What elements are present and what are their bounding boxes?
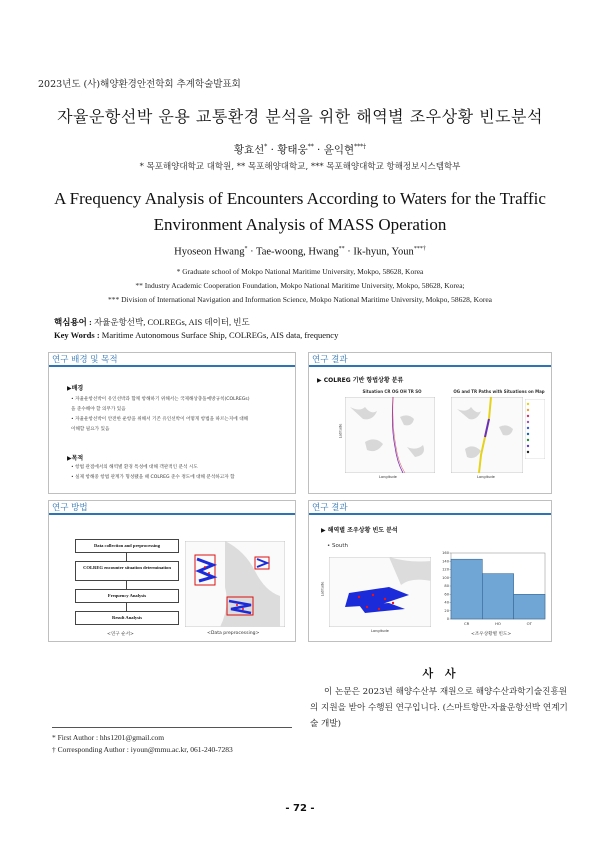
author-en-2: · Tae-woong, Hwang — [247, 246, 339, 258]
title-english: A Frequency Analysis of Encounters According to Waters for the Traffic Environment Analysis of MASS Operation — [54, 189, 546, 234]
need-list — [71, 395, 293, 435]
y-tick-label: 60 — [444, 592, 449, 597]
flow-step-4: Result Analysis — [75, 611, 179, 625]
author-en-3: · Ik-hyun, Youn — [344, 246, 414, 258]
caption-research-order: <연구 순서> — [107, 632, 134, 637]
author-en-1-mark: * — [244, 246, 248, 252]
keywords-en-text: Maritime Autonomous Surface Ship, COLREGs, AIS data, frequency — [99, 330, 339, 340]
footnote-divider — [52, 727, 292, 728]
goal-title: ▶목적 — [67, 455, 84, 462]
map-situation-right — [447, 389, 547, 483]
y-tick-label: 40 — [444, 600, 449, 605]
footnote-first-author: * First Author : hhs1201@gmail.com — [52, 733, 165, 742]
y-tick-label: 140 — [442, 559, 449, 564]
preprocessing-map — [185, 541, 285, 627]
panel-method — [48, 500, 296, 642]
map-right-title: OG and TR Paths with Situations on Map — [453, 389, 545, 394]
map-left-plot — [345, 397, 435, 473]
results2-region: • South — [327, 543, 348, 549]
flow-arrow — [126, 553, 127, 561]
south-map — [329, 557, 431, 627]
authors-english — [0, 246, 600, 258]
page-number: - 72 - — [285, 803, 315, 814]
author-3: · 윤익현 — [313, 144, 355, 156]
y-tick-label: 100 — [442, 575, 449, 580]
panel-results-1 — [308, 352, 552, 494]
need-item: 이해할 필요가 있음 — [71, 427, 110, 432]
bar-OT — [514, 594, 545, 619]
bar-HO — [482, 574, 513, 619]
keywords-english — [54, 330, 338, 340]
need-item: • 자율운항선박이 유인선박과 함께 항해하기 위해서는 국제해상충돌예방규칙(COLREGs) — [71, 397, 250, 402]
y-tick-label: 20 — [444, 608, 449, 613]
x-tick-label: OT — [526, 621, 532, 626]
y-tick-label: 80 — [444, 584, 449, 589]
frequency-bar-chart — [437, 549, 549, 629]
x-tick-label: CR — [464, 621, 470, 626]
need-item: • 자율운항선박이 안전한 운항을 위해서 기존 유인선박이 어떻게 항법을 따르는지에 대해 — [71, 417, 249, 422]
flow-step-2: COLREG encounter situation determination — [75, 561, 179, 581]
y-tick-label: 160 — [442, 551, 449, 556]
keywords-en-label: Key Words : — [54, 330, 100, 340]
flow-step-1: Data collection and preprocessing — [75, 539, 179, 553]
conference-header: 2023년도 (사)해양환경안전학회 추계학술발표회 — [38, 79, 241, 90]
need-title: ▶배경 — [67, 385, 84, 392]
affiliation-english-3: *** Division of International Navigation and Information Science, Mokpo National Maritime University, Mokpo, 58628, Korea — [107, 295, 493, 304]
panel-background — [48, 352, 296, 494]
south-map-xlabel: Longitude — [371, 629, 389, 633]
results1-subtitle: ▶ COLREG 기반 항법상황 분류 — [317, 377, 404, 384]
goal-item: • 항법 관점에서의 해역별 환경 특성에 대해 객관적인 분석 시도 — [71, 465, 198, 470]
y-tick-label: 120 — [442, 567, 449, 572]
map-left-xlabel: Longitude — [379, 475, 397, 479]
need-item: 을 준수해야 할 의무가 있음 — [71, 407, 126, 412]
map-left-title: Situation CR OG OH TR SO — [362, 389, 422, 394]
author-1-mark: * — [264, 143, 268, 151]
map-left-ylabel: Latitude — [338, 423, 343, 439]
keywords-ko-text: 자율운항선박, COLREGs, AIS 데이터, 빈도 — [91, 317, 250, 327]
map-right-plot — [451, 397, 523, 473]
keywords-ko-label: 핵심용어 : — [54, 317, 92, 327]
author-1: 황효선 — [233, 144, 265, 156]
caption-data-preprocessing: <Data preprocessing> — [207, 631, 260, 636]
y-tick-label: 0 — [446, 617, 449, 622]
panel-results-2 — [308, 500, 552, 642]
x-tick-label: HO — [495, 621, 501, 626]
flow-arrow — [126, 581, 127, 589]
goal-list — [71, 463, 293, 483]
legend-right — [525, 399, 545, 459]
affiliation-korean: * 목포해양대학교 대학원, ** 목포해양대학교, *** 목포해양대학교 항해정보시스템학부 — [139, 162, 461, 172]
flow-arrow — [126, 603, 127, 611]
goal-item: • 실제 항해중 항법 관계가 형성됐을 때 COLREG 준수 정도에 대해 분석하고자 함 — [71, 475, 235, 480]
author-3-mark: ***† — [354, 143, 367, 151]
author-en-3-mark: ***† — [413, 246, 426, 252]
panel-results-1-header: 연구 결과 — [309, 353, 551, 367]
panel-results-2-header: 연구 결과 — [309, 501, 551, 515]
title-korean: 자율운항선박 운용 교통환경 분석을 위한 해역별 조우상황 빈도분석 — [57, 107, 543, 126]
author-en-2-mark: ** — [338, 246, 345, 252]
caption-frequency: <조우상황별 빈도> — [471, 632, 512, 637]
footnote-corresponding-author: † Corresponding Author : iyoun@mmu.ac.kr, 061-240-7283 — [52, 745, 233, 754]
results2-subtitle: ▶ 해역별 조우상황 빈도 분석 — [321, 527, 398, 534]
affiliation-english-2: ** Industry Academic Cooperation Foundation, Mokpo National Maritime University, Mokpo, 58628, Korea; — [135, 281, 465, 290]
authors-korean — [0, 142, 600, 157]
panel-background-header: 연구 배경 및 목적 — [49, 353, 295, 367]
panel-method-header: 연구 방법 — [49, 501, 295, 515]
map-situation-left — [339, 389, 439, 483]
keywords-korean — [54, 316, 250, 328]
bar-CR — [451, 559, 482, 619]
author-2-mark: ** — [307, 143, 314, 151]
map-right-xlabel: Longitude — [477, 475, 495, 479]
south-map-ylabel: Latitude — [320, 581, 325, 597]
author-en-1: Hyoseon Hwang — [174, 246, 245, 258]
acknowledgement-title: 사 사 — [422, 667, 460, 680]
author-2: · 황태웅 — [267, 144, 308, 156]
affiliation-english-1: * Graduate school of Mokpo National Maritime University, Mokpo, 58628, Korea — [176, 267, 424, 276]
flow-step-3: Frequency Analysis — [75, 589, 179, 603]
acknowledgement-body: 이 논문은 2023년 해양수산부 재원으로 해양수산과학기술진흥원의 지원을 받아 수행된 연구입니다. (스마트항만-자율운항선박 연계기술 개발) — [310, 687, 568, 729]
